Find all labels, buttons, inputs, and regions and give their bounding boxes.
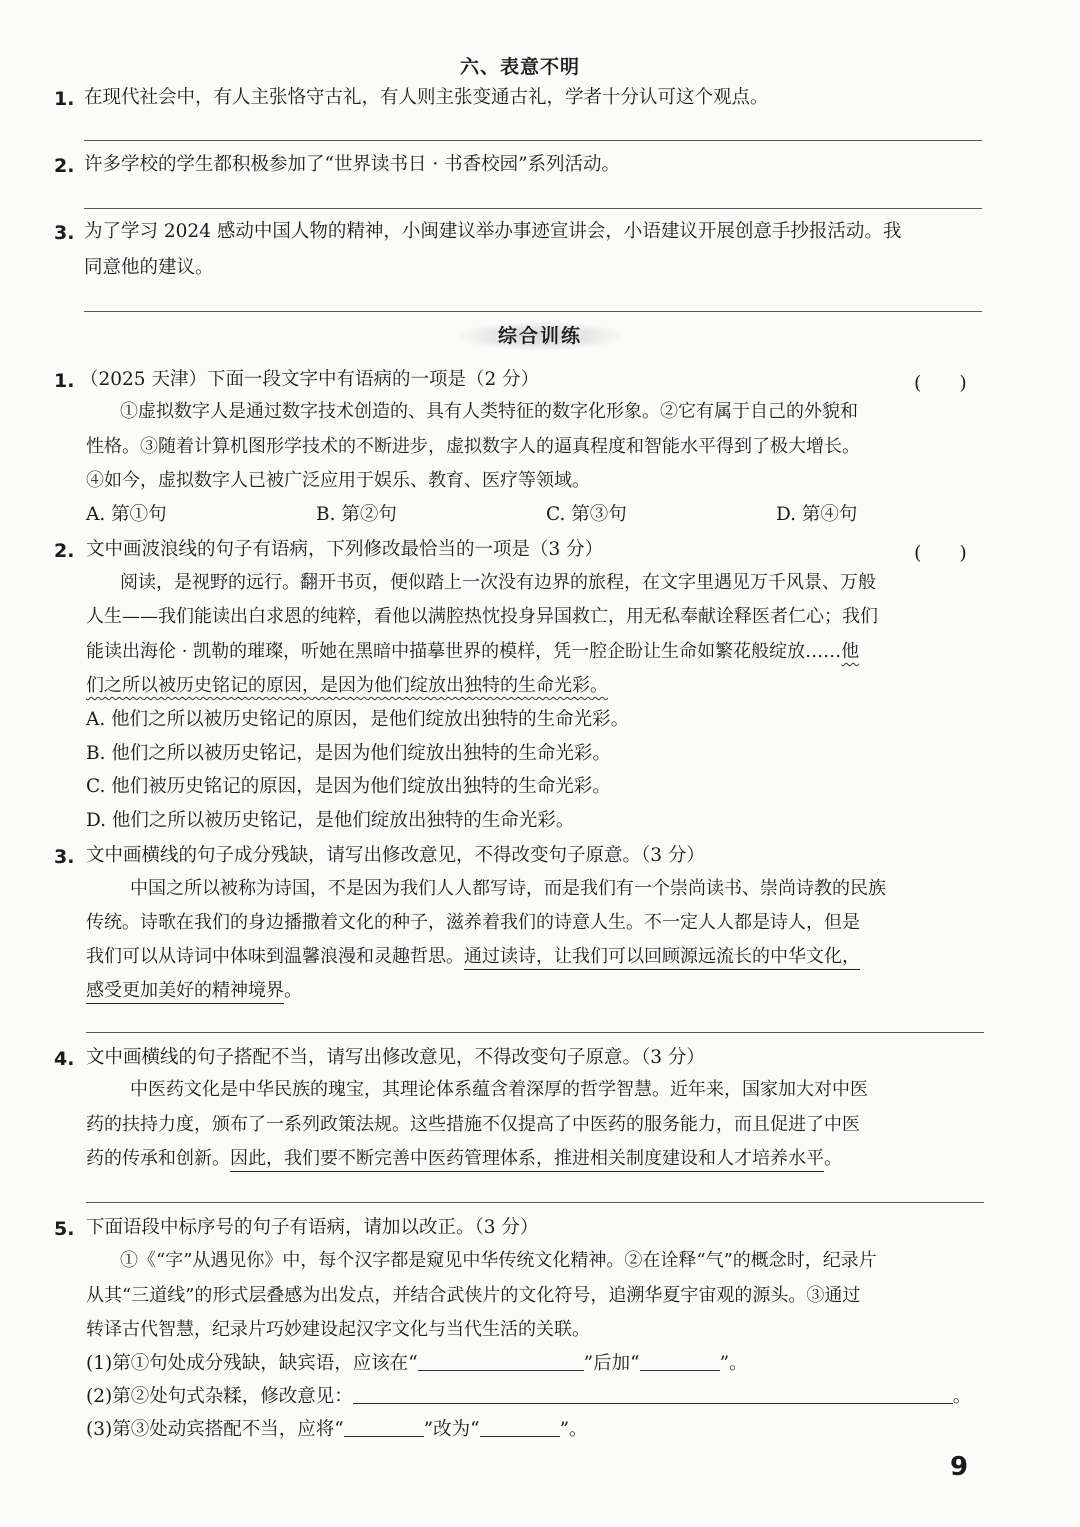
question-text: 为了学习 2024 感动中国人物的精神，小闽建议举办事迹宣讲会，小语建议开展创意手抄报活动。我 (84, 221, 902, 242)
wavy-underlined-text: 们之所以被历史铭记的原因，是因为他们绽放出独特的生命光彩。 (86, 675, 608, 696)
answer-line[interactable] (84, 140, 982, 141)
option-c[interactable]: C. 第③句 (546, 504, 627, 525)
sub-question-text: ”。 (719, 1353, 748, 1374)
sub-question-3 (86, 1420, 588, 1440)
item-number: 2. (54, 155, 75, 177)
item-number: 3. (54, 222, 75, 244)
passage-text: 。 (284, 980, 302, 1001)
option-d[interactable]: D. 第④句 (776, 504, 858, 525)
passage-line (86, 982, 302, 1000)
answer-bracket[interactable]: ( ) (914, 542, 967, 564)
answer-line[interactable] (86, 1202, 984, 1203)
passage-line: 传统。诗歌在我们的身边播撒着文化的种子，滋养着我们的诗意人生。不一定人人都是诗人，但是 (86, 912, 860, 933)
wavy-underlined-text: 他 (841, 641, 860, 662)
sub-question-text: ”改为“ (423, 1419, 480, 1440)
passage-line (86, 677, 608, 695)
passage-text: 药的传承和创新。 (86, 1148, 230, 1169)
passage-line: 人生——我们能读出白求恩的纯粹，看他以满腔热忱投身异国救亡，用无私奉献诠释医者仁心；我们 (86, 606, 878, 627)
passage-line: ①虚拟数字人是通过数字技术创造的、具有人类特征的数字化形象。②它有属于自己的外貌和 (120, 401, 858, 422)
option-c[interactable]: C. 他们被历史铭记的原因，是因为他们绽放出独特的生命光彩。 (86, 776, 611, 797)
underlined-sentence: 通过读诗，让我们可以回顾源远流长的中华文化， (464, 946, 860, 970)
question-text: 在现代社会中，有人主张恪守古礼，有人则主张变通古礼，学者十分认可这个观点。 (84, 87, 769, 108)
underlined-sentence: 感受更加美好的精神境界 (86, 980, 284, 1004)
fill-blank[interactable] (640, 1354, 720, 1371)
question-stem: 下面语段中标序号的句子有语病，请加以改正。（3 分） (86, 1217, 539, 1238)
underlined-sentence: 因此，我们要不断完善中医药管理体系，推进相关制度建设和人才培养水平 (230, 1148, 824, 1172)
item-number: 2. (54, 540, 75, 562)
question-stem: 文中画横线的句子搭配不当，请写出修改意见，不得改变句子原意。（3 分） (86, 1047, 705, 1068)
passage-line: ④如今，虚拟数字人已被广泛应用于娱乐、教育、医疗等领域。 (86, 470, 590, 491)
passage-line: 转译古代智慧，纪录片巧妙建设起汉字文化与当代生活的关联。 (86, 1319, 590, 1340)
fill-blank[interactable] (353, 1387, 953, 1404)
fill-blank[interactable] (344, 1420, 424, 1437)
answer-line[interactable] (84, 311, 982, 312)
option-a[interactable]: A. 第①句 (86, 504, 167, 525)
sub-question-text: ”后加“ (583, 1353, 640, 1374)
sub-question-text: (1)第①句处成分残缺，缺宾语，应该在“ (86, 1353, 418, 1374)
option-b[interactable]: B. 第②句 (316, 504, 397, 525)
sub-question-2 (86, 1387, 971, 1407)
item-number: 4. (54, 1048, 75, 1070)
answer-line[interactable] (84, 208, 982, 209)
sub-question-text: ”。 (559, 1419, 588, 1440)
answer-bracket[interactable]: ( ) (914, 372, 967, 394)
question-stem: 文中画波浪线的句子有语病，下列修改最恰当的一项是（3 分） (86, 539, 604, 560)
question-stem: 文中画横线的句子成分残缺，请写出修改意见，不得改变句子原意。（3 分） (86, 845, 705, 866)
option-b[interactable]: B. 他们之所以被历史铭记，是因为他们绽放出独特的生命光彩。 (86, 743, 611, 764)
section-heading: 六、表意不明 (460, 56, 581, 78)
page-number: 9 (950, 1452, 969, 1482)
item-number: 1. (54, 88, 75, 110)
passage-text: 。 (824, 1148, 842, 1169)
passage-line: 中国之所以被称为诗国，不是因为我们人人都写诗，而是我们有一个崇尚读书、崇尚诗教的民族 (130, 878, 886, 899)
passage-line: 药的扶持力度，颁布了一系列政策法规。这些措施不仅提高了中医药的服务能力，而且促进了中医 (86, 1114, 860, 1135)
question-text: 同意他的建议。 (84, 257, 214, 278)
option-d[interactable]: D. 他们之所以被历史铭记，是他们绽放出独特的生命光彩。 (86, 810, 575, 831)
option-a[interactable]: A. 他们之所以被历史铭记的原因，是他们绽放出独特的生命光彩。 (86, 709, 630, 730)
item-number: 3. (54, 846, 75, 868)
passage-text: 我们可以从诗词中体味到温馨浪漫和灵趣哲思。 (86, 946, 464, 967)
passage-line (86, 1150, 842, 1168)
answer-line[interactable] (86, 1032, 984, 1033)
passage-line: 从其“三道线”的形式层叠感为出发点，并结合武侠片的文化符号，追溯华夏宇宙观的源头。③通过 (86, 1285, 861, 1306)
question-text: 许多学校的学生都积极参加了“世界读书日 · 书香校园”系列活动。 (84, 154, 621, 175)
sub-question-text: (3)第③处动宾搭配不当，应将“ (86, 1419, 344, 1440)
passage-line: 中医药文化是中华民族的瑰宝，其理论体系蕴含着深厚的哲学智慧。近年来，国家加大对中医 (130, 1079, 868, 1100)
passage-line (86, 948, 860, 966)
item-number: 5. (54, 1218, 75, 1240)
passage-line (86, 643, 859, 661)
passage-line: 阅读，是视野的远行。翻开书页，便似踏上一次没有边界的旅程，在文字里遇见万千风景、万般 (120, 572, 876, 593)
question-stem: （2025 天津）下面一段文字中有语病的一项是（2 分） (80, 369, 540, 390)
passage-line: ①《“字”从遇见你》中，每个汉字都是窥见中华传统文化精神。②在诠释“气”的概念时，纪录片 (120, 1250, 877, 1271)
passage-line: 性格。③随着计算机图形学技术的不断进步，虚拟数字人的逼真程度和智能水平得到了极大增长。 (86, 436, 860, 457)
section-title-comprehensive: 综合训练 (460, 322, 620, 350)
sub-question-text: 。 (952, 1386, 972, 1407)
passage-text: 能读出海伦 · 凯勒的璀璨，听她在黑暗中描摹世界的模样，凭一腔企盼让生命如繁花般绽放…… (86, 641, 842, 662)
item-number: 1. (54, 370, 75, 392)
fill-blank[interactable] (418, 1354, 584, 1371)
sub-question-text: (2)第②处句式杂糅，修改意见： (86, 1386, 353, 1407)
sub-question-1 (86, 1354, 748, 1374)
fill-blank[interactable] (480, 1420, 560, 1437)
